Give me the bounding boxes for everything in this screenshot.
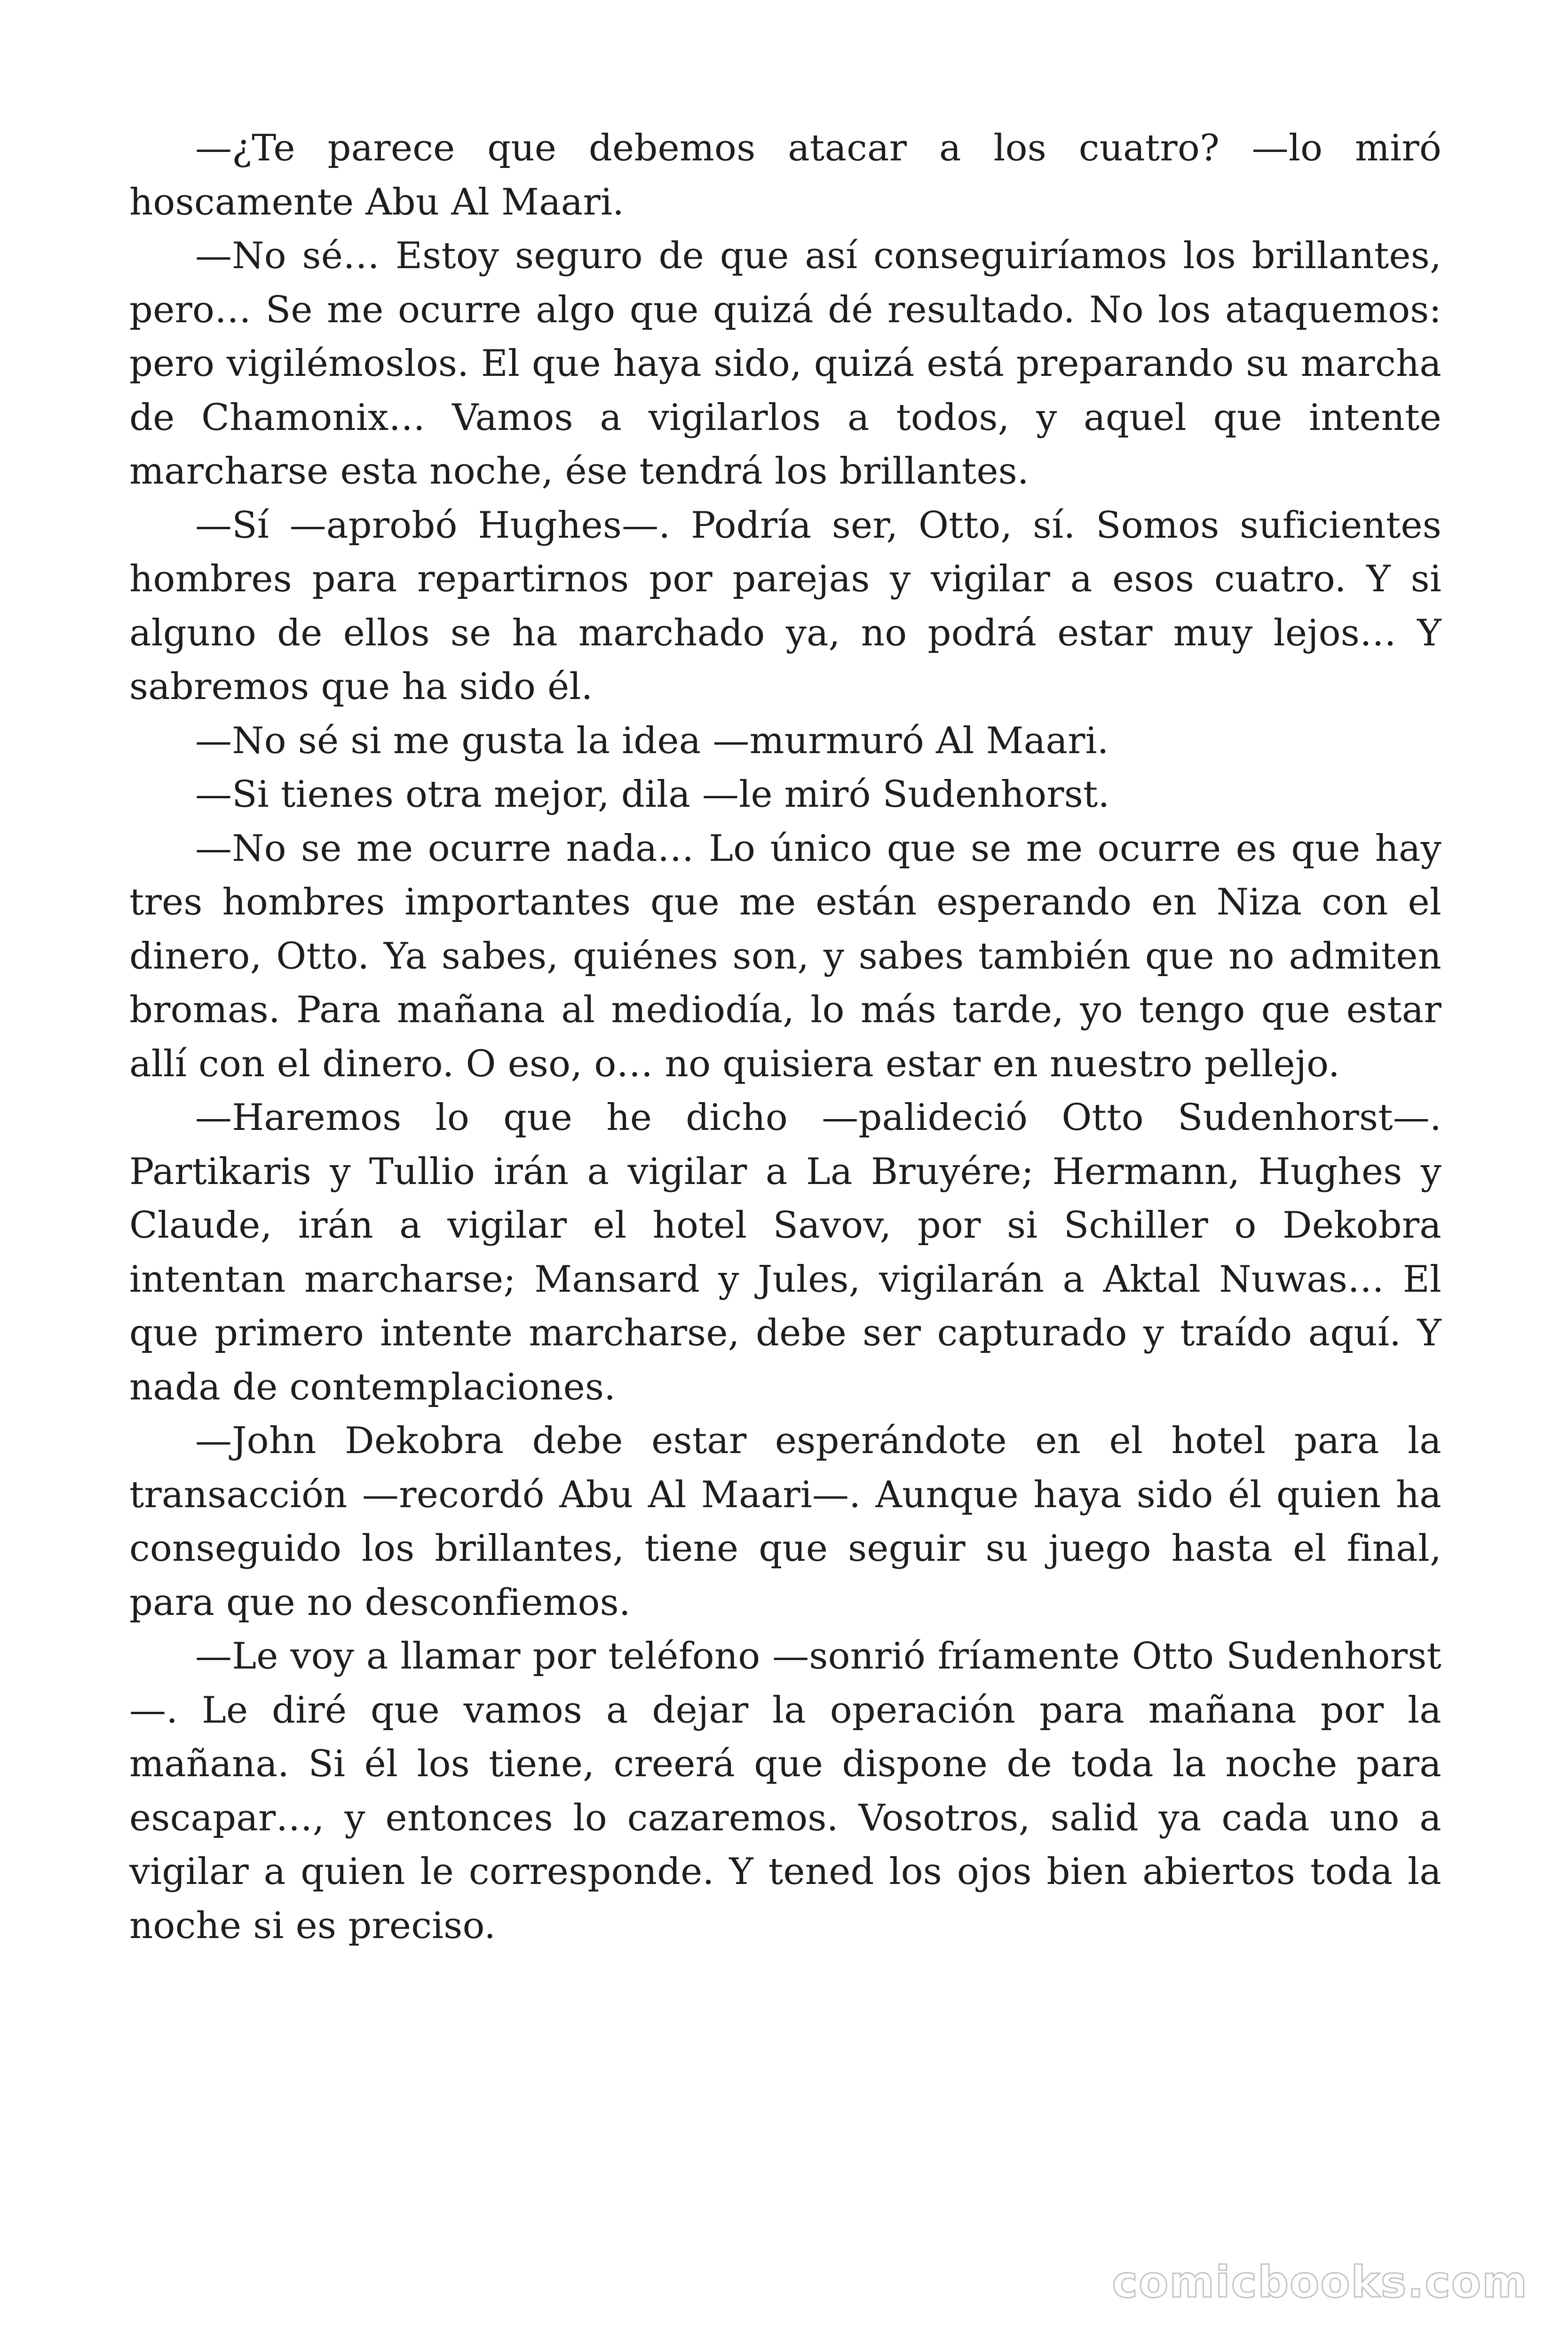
watermark: comicbooks.com — [1112, 2257, 1528, 2307]
paragraph: —Haremos lo que he dicho —palideció Otto Sudenhorst—. Partikaris y Tullio irán a vigilar a La Bruyére; Hermann, Hughes y Claude, irán a vigilar el hotel Savov, por si Schiller o Dekobra intentan marcharse; Mansard y Jules, vigilarán a Aktal Nuwas… El que primero intente marcharse, debe ser capturado y traído aquí. Y nada de contemplaciones. — [129, 1097, 1441, 1408]
paragraph: —Sí —aprobó Hughes—. Podría ser, Otto, sí. Somos suficientes hombres para repartirnos por parejas y vigilar a esos cuatro. Y si alguno de ellos se ha marchado ya, no podrá estar muy lejos… Y sabremos que ha sido él. — [129, 504, 1441, 708]
paragraph: —¿Te parece que debemos atacar a los cuatro? —lo miró hoscamente Abu Al Maari. — [129, 127, 1441, 223]
paragraph: —Le voy a llamar por teléfono —sonrió fríamente Otto Sudenhorst—. Le diré que vamos a dejar la operación para mañana por la mañana. Si él los tiene, creerá que dispone de toda la noche para escapar…, y entonces lo cazaremos. Vosotros, salid ya cada uno a vigilar a quien le corresponde. Y tened los ojos bien abiertos toda la noche si es preciso. — [129, 1635, 1441, 1947]
paragraph: —No se me ocurre nada… Lo único que se me ocurre es que hay tres hombres importantes que me están esperando en Niza con el dinero, Otto. Ya sabes, quiénes son, y sabes también que no admiten bromas. Para mañana al mediodía, lo más tarde, yo tengo que estar allí con el dinero. O eso, o… no quisiera estar en nuestro pellejo. — [129, 827, 1441, 1085]
paragraph: —No sé… Estoy seguro de que así conseguiríamos los brillantes, pero… Se me ocurre algo que quizá dé resultado. No los ataquemos: pero vigilémoslos. El que haya sido, quizá está preparando su marcha de Chamonix… Vamos a vigilarlos a todos, y aquel que intente marcharse esta noche, ése tendrá los brillantes. — [129, 235, 1441, 493]
paragraph: —John Dekobra debe estar esperándote en el hotel para la transacción —recordó Abu Al Maari—. Aunque haya sido él quien ha conseguido los brillantes, tiene que seguir su juego hasta el final, para que no desconfiemos. — [129, 1420, 1441, 1624]
paragraph: —No sé si me gusta la idea —murmuró Al Maari. — [195, 719, 1109, 762]
body-text — [129, 121, 1441, 1953]
paragraph: —Si tienes otra mejor, dila —le miró Sudenhorst. — [195, 773, 1110, 816]
